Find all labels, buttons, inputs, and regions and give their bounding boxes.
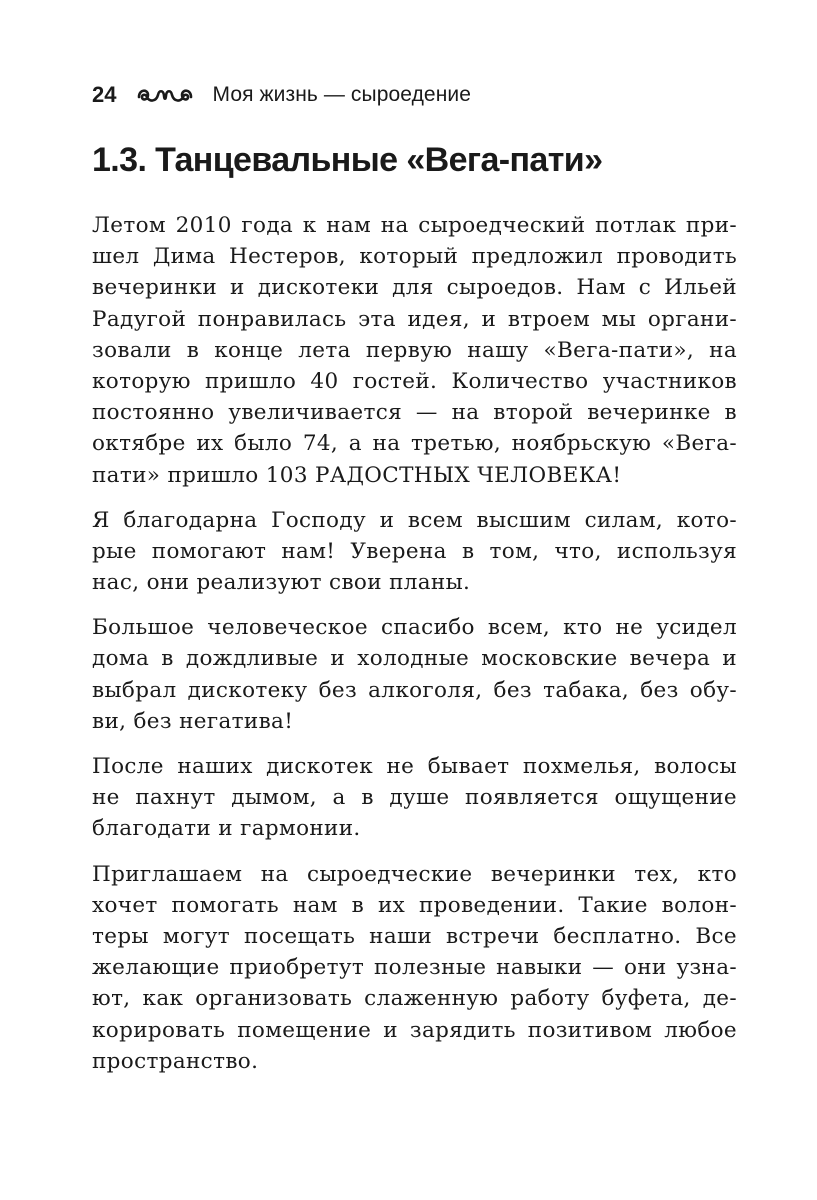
text-line: Радугой понравилась эта идея, и втроем мы органи- xyxy=(92,306,737,332)
text-line: желающие приобретут полезные навыки — они узна- xyxy=(92,955,737,981)
text-line: Большое человеческое спасибо всем, кто не усидел xyxy=(92,615,737,641)
text-line: Приглашаем на сыроедческие вечеринки тех, кто xyxy=(92,861,737,887)
text-line: Летом 2010 года к нам на сыроедческий потлак при- xyxy=(92,213,737,238)
text-line: которую пришло 40 гостей. Количество участников xyxy=(92,368,737,394)
text-line: После наших дискотек не бывает похмелья, волосы xyxy=(92,754,737,779)
text-line: хочет помогать нам в их проведении. Такие волон- xyxy=(92,892,737,918)
text-line: пати» пришло 103 РАДОСТНЫХ ЧЕЛОВЕКА! xyxy=(92,462,622,488)
running-header-title: Моя жизнь — сыроедение xyxy=(212,83,472,106)
running-header xyxy=(92,80,471,110)
text-line: постоянно увеличивается — на второй вечеринке в xyxy=(92,400,737,426)
paragraph-2 xyxy=(92,505,737,599)
text-line: не пахнут дымом, а в душе появляется ощущение xyxy=(92,785,737,811)
text-line: выбрал дискотеку без алкоголя, без табака, без обу- xyxy=(92,677,737,703)
text-line: теры могут посещать наши встречи бесплатно. Все xyxy=(92,923,737,949)
decorative-ornament-icon xyxy=(136,84,194,106)
text-line: дома в дождливые и холодные московские вечера и xyxy=(92,646,737,672)
chapter-title: 1.3. Танцевальные «Вега-пати» xyxy=(92,141,603,179)
body-text xyxy=(92,210,737,1091)
page-number: 24 xyxy=(92,82,117,107)
text-line: шел Дима Нестеров, который предложил проводить xyxy=(92,244,737,270)
paragraph-1 xyxy=(92,210,737,491)
paragraph-4 xyxy=(92,751,737,845)
paragraph-3 xyxy=(92,612,737,737)
text-line: благодати и гармонии. xyxy=(92,816,361,842)
text-line: октябре их было 74, а на третью, ноябрьскую «Вега- xyxy=(92,431,737,457)
text-line: Я благодарна Господу и всем высшим силам, кото- xyxy=(92,507,737,533)
text-line: пространство. xyxy=(92,1048,259,1074)
text-line: нас, они реализуют свои планы. xyxy=(92,570,471,596)
text-line: вечеринки и дискотеки для сыроедов. Нам с Ильей xyxy=(92,275,737,301)
text-line: ют, как организовать слаженную работу буфета, де- xyxy=(92,986,737,1012)
paragraph-5 xyxy=(92,859,737,1077)
text-line: корировать помещение и зарядить позитивом любое xyxy=(92,1017,737,1043)
text-line: рые помогают нам! Уверена в том, что, используя xyxy=(92,538,737,564)
text-line: ви, без негатива! xyxy=(92,708,294,734)
text-line: зовали в конце лета первую нашу «Вега-пати», на xyxy=(92,337,737,363)
